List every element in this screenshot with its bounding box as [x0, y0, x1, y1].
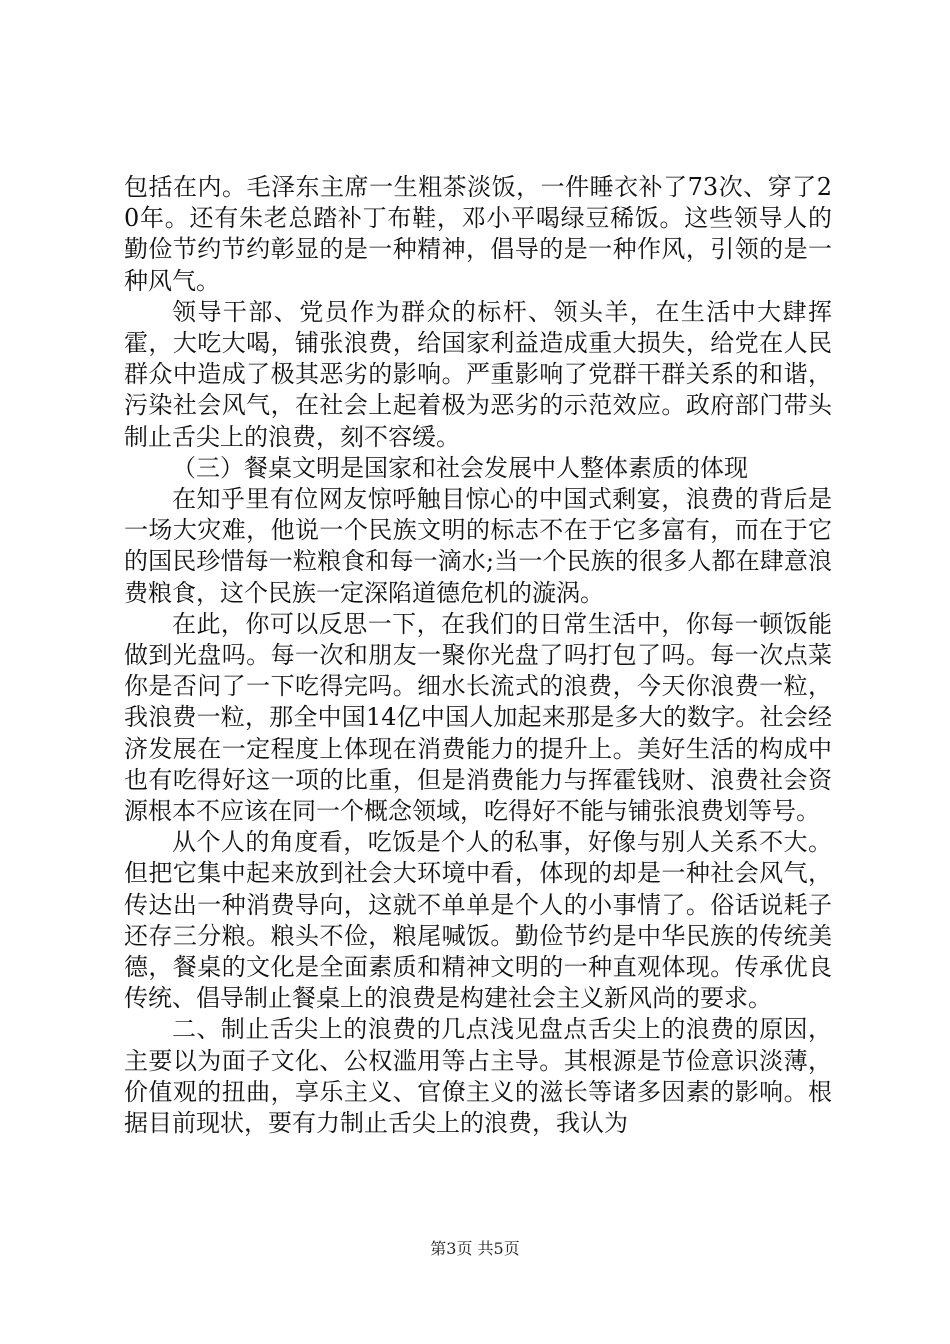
paragraph-section-2: 二、制止舌尖上的浪费的几点浅见盘点舌尖上的浪费的原因，主要以为面子文化、公权滥用等占主导。其根源是节俭意识淡薄，价值观的扭曲，享乐主义、官僚主义的滋长等诸多因素的影响。根据目前现状，要有力制止舌尖上的浪费，我认为 — [124, 1015, 832, 1138]
document-body — [124, 172, 832, 1139]
paragraph-continuation: 包括在内。毛泽东主席一生粗茶淡饭，一件睡衣补了73次、穿了20年。还有朱老总踏补丁布鞋，邓小平喝绿豆稀饭。这些领导人的勤俭节约节约彰显的是一种精神，倡导的是一种作风，引领的是一种风气。 — [124, 173, 832, 295]
paragraph-personal: 从个人的角度看，吃饭是个人的私事，好像与别人关系不大。但把它集中起来放到社会大环境中看，体现的却是一种社会风气，传达出一种消费导向，这就不单单是个人的小事情了。俗话说耗子还存三分粮。粮头不俭，粮尾喊饭。勤俭节约是中华民族的传统美德，餐桌的文化是全面素质和精神文明的一种直观体现。传承优良传统、倡导制止餐桌上的浪费是构建社会主义新风尚的要求。 — [124, 828, 832, 1013]
paragraph-reflection: 在此，你可以反思一下，在我们的日常生活中，你每一顿饭能做到光盘吗。每一次和朋友一聚你光盘了吗打包了吗。每一次点菜你是否问了一下吃得完吗。细水长流式的浪费，今天你浪费一粒，我浪费一粒，那全中国14亿中国人加起来那是多大的数字。社会经济发展在一定程度上体现在消费能力的提升上。美好生活的构成中也有吃得好这一项的比重，但是消费能力与挥霍钱财、浪费社会资源根本不应该在同一个概念领域，吃得好不能与铺张浪费划等号。 — [124, 609, 832, 826]
paragraph-zhihu: 在知乎里有位网友惊呼触目惊心的中国式剩宴，浪费的背后是一场大灾难，他说一个民族文明的标志不在于它多富有，而在于它的国民珍惜每一粒粮食和每一滴水;当一个民族的很多人都在肆意浪费粮食，这个民族一定深陷道德危机的漩涡。 — [124, 485, 832, 607]
paragraph-leaders: 领导干部、党员作为群众的标杆、领头羊，在生活中大肆挥霍，大吃大喝，铺张浪费，给国家利益造成重大损失，给党在人民群众中造成了极其恶劣的影响。严重影响了党群干群关系的和谐，污染社会风气，在社会上起着极为恶劣的示范效应。政府部门带头制止舌尖上的浪费，刻不容缓。 — [124, 297, 832, 451]
page-number-footer: 第3页 共5页 — [430, 1239, 520, 1258]
section-heading-3: （三）餐桌文明是国家和社会发展中人整体素质的体现 — [172, 453, 748, 482]
